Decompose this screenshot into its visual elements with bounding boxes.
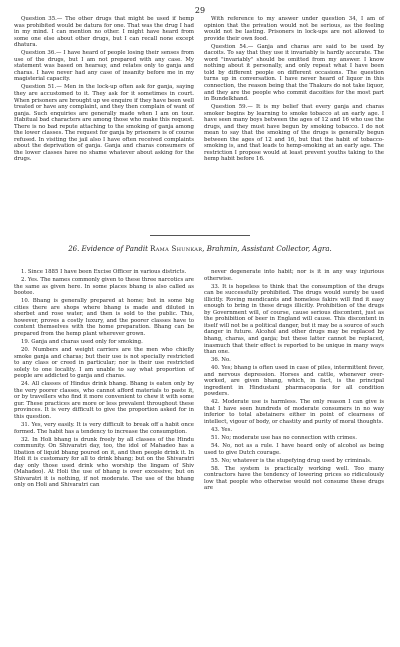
paragraph: Question 36.— I have heard of people losing their senses from use of the drugs, but I am not prepared with any case. My statement was based on hearsay, and relates only to ganja and charas. I have never had any case of insanity before me in my magisterial capacity. xyxy=(14,50,194,83)
paragraph: 55. No; whatever is the stupefying drug used by criminals. xyxy=(211,457,372,464)
evidence-heading xyxy=(0,245,400,253)
heading-suffix: , Brahmin, Assistant Collector, Agra. xyxy=(202,245,332,253)
bottom-left-column xyxy=(14,269,194,491)
bottom-right-column xyxy=(204,269,384,494)
top-left-column xyxy=(14,16,194,165)
paragraph: 54. No, not as a rule. I have heard only of alcohol as being used to give Dutch courage. xyxy=(204,443,384,456)
paragraph: Question 35.— The other drugs that might be used if hemp was prohibited would be datura for one. That was the drug I had in my mind. I can mention no other. I might have heard from some one else about other drugs, but I can recall none except dhatura. xyxy=(14,16,194,49)
paragraph: 24. All classes of Hindus drink bhang. Bhang is eaten only by the very poorer classes, who cannot afford materials to paste it, or by travellers who find it more convenient to chew it with some gur. These practices are more or less prevalent throughout these provinces. It is very difficult to give the proportion asked for in this question. xyxy=(14,381,194,420)
paragraph: 43. Yes. xyxy=(211,427,233,434)
paragraph: 31. Yes, very easily. It is very difficult to break off a habit once formed. The habit has a tendency to increase the consumption. xyxy=(14,422,194,435)
paragraph: 1. Since 1885 I have been Excise Officer in various districts. xyxy=(21,269,187,275)
paragraph: 40. Yes; bhang is often used in case of piles, intermittent fever, and nervous depression. Horses and cattle, whenever over-worked, are given bhang, which, in fact, is the principal ingredient in Hindustani pharmacopœia for all condition powders. xyxy=(204,365,384,398)
paragraph: 51. No; moderate use has no connection with crimes. xyxy=(211,435,357,442)
paragraph: 33. It is hopeless to think that the consumption of the drugs can be successfully prohibited. The drugs would surely be used illicitly. Roving mendicants and homeless fakirs will find it easy enough to bring in these drugs illicitly. Prohibition of the drugs by Government will, of course, cause serious discontent, just as the prohibition of beer in England will cause. This discontent in itself will not be a political danger, but it may be a source of such danger in future. Alcohol and other drugs may be replaced by bhang, charas, and ganja; but these latter cannot be replaced, inasmuch that their effect is reported to be unique in many ways than one. xyxy=(204,283,384,356)
paragraph: Question 59.— It is my belief that every ganja and charas smoker begins by learning to smoke tobacco at an early age. I have seen many boys between the ages of 12 and 16 who use the drugs, and they must have begun by smoking tobacco. I do not mean to say that the smoking of the drugs is generally begun between the ages of 12 and 16, but that the habit of tobacco-smoking is, and that leads to hemp-smoking at an early age. The restriction I propose would at least prevent youths taking to the hemp habit before 16. xyxy=(204,104,384,163)
paragraph: Question 51.— Men in the lock-up often ask for ganja, saying they are accustomed to it. They ask for it sometimes in court. When prisoners are brought up we enquire if they have been well treated or have any complaint, and they then complain of want of ganja. Such enquiries are generally made when I am on tour. Habitual bad characters are among those who make this request. There is no bad repute attaching to the smoking of ganja among the lower classes. The request for ganja by prisoners is of course refused. In visiting the jail also I have often received complaints about the deprivation of ganja. Ganja and charas consumers of the lower classes have no shame whatever about asking for the drugs. xyxy=(14,84,194,163)
paragraph: 32. In Holi bhang is drunk freely by all classes of the Hindu community. On Shivaratri day, too, the idol of Mahadeo has a libation of liquid bhang poured on it, and then people drink it. In Holi it is customary for all to drink bhang; but on the Shivaratri day only those used drink who worship the lingam of Shiv (Mahadeo). At Holi the use of bhang is over excessive; but on Shivaratri it is nothing, if not moderate. The use of the bhang only on Holi and Shivaratri can xyxy=(14,436,194,489)
paragraph: 58. The system is practically working well. Too many contractors have the tendency of lowering prices so ridiculously low that people who otherwise would not consume these drugs are xyxy=(204,465,384,492)
heading-prefix: 26. Evidence of Pandit xyxy=(68,245,148,253)
top-right-column xyxy=(204,16,384,165)
paragraph: Question 54.— Ganja and charas are said to be used by dacoits. To say that they use it invariably is hardly accurate. The word "invariably" should be omitted from my answer. I know nothing about it personally, and only repeat what I have been told by different people on different occasions. The question turns up in conversation. I have never heard of liquor in this connection, the reason being that the Thakurs do not take liquor, and they are the people who commit dacoities for the most part in Bundelkhand. xyxy=(204,43,384,103)
paragraph: 20. Numbers and weight carriers are the men who chiefly smoke ganja and charas; but their use is not specially restricted to any class or creed in particular; nor is their use restricted solely to one locality. I am unable to say what proportion of people are addicted to ganja and charas. xyxy=(14,347,194,380)
paragraph: 19. Ganja and charas used only for smoking. xyxy=(21,338,143,345)
witness-name: Rama Shunkar xyxy=(150,245,203,253)
paragraph: never degenerate into habit; nor is it in any way injurious otherwise. xyxy=(204,269,384,282)
page-number: 29 xyxy=(194,6,206,15)
paragraph: 2. Yes. The names commonly given to these three narcotics are the same as given here. In some places bhang is also called as bootee. xyxy=(14,277,194,297)
paragraph: With reference to my answer under question 34, I am of opinion that the privation would not be serious, as the feeling would not be lasting. Prisoners in lock-ups are not allowed to provide their own food. xyxy=(204,16,384,42)
section-divider xyxy=(150,235,250,236)
paragraph: 42. Moderate use is harmless. The only reason I can give is that I have seen hundreds of moderate consumers in no way inferior to total abstainers either in point of clearness of intellect, vigour of body, or chastity and purity of moral thoughts. xyxy=(204,399,384,426)
paragraph: 10. Bhang is generally prepared at home; but in some big cities there are shops where bhang is made and diluted in sherbet and rose water, and then is sold to the public. This, however, proves a costly luxury, and the poorer classes have to content themselves with the home preparation. Bhang can be prepared from the hemp plant wherever grown. xyxy=(14,298,194,337)
paragraph: 36. No. xyxy=(211,357,231,364)
